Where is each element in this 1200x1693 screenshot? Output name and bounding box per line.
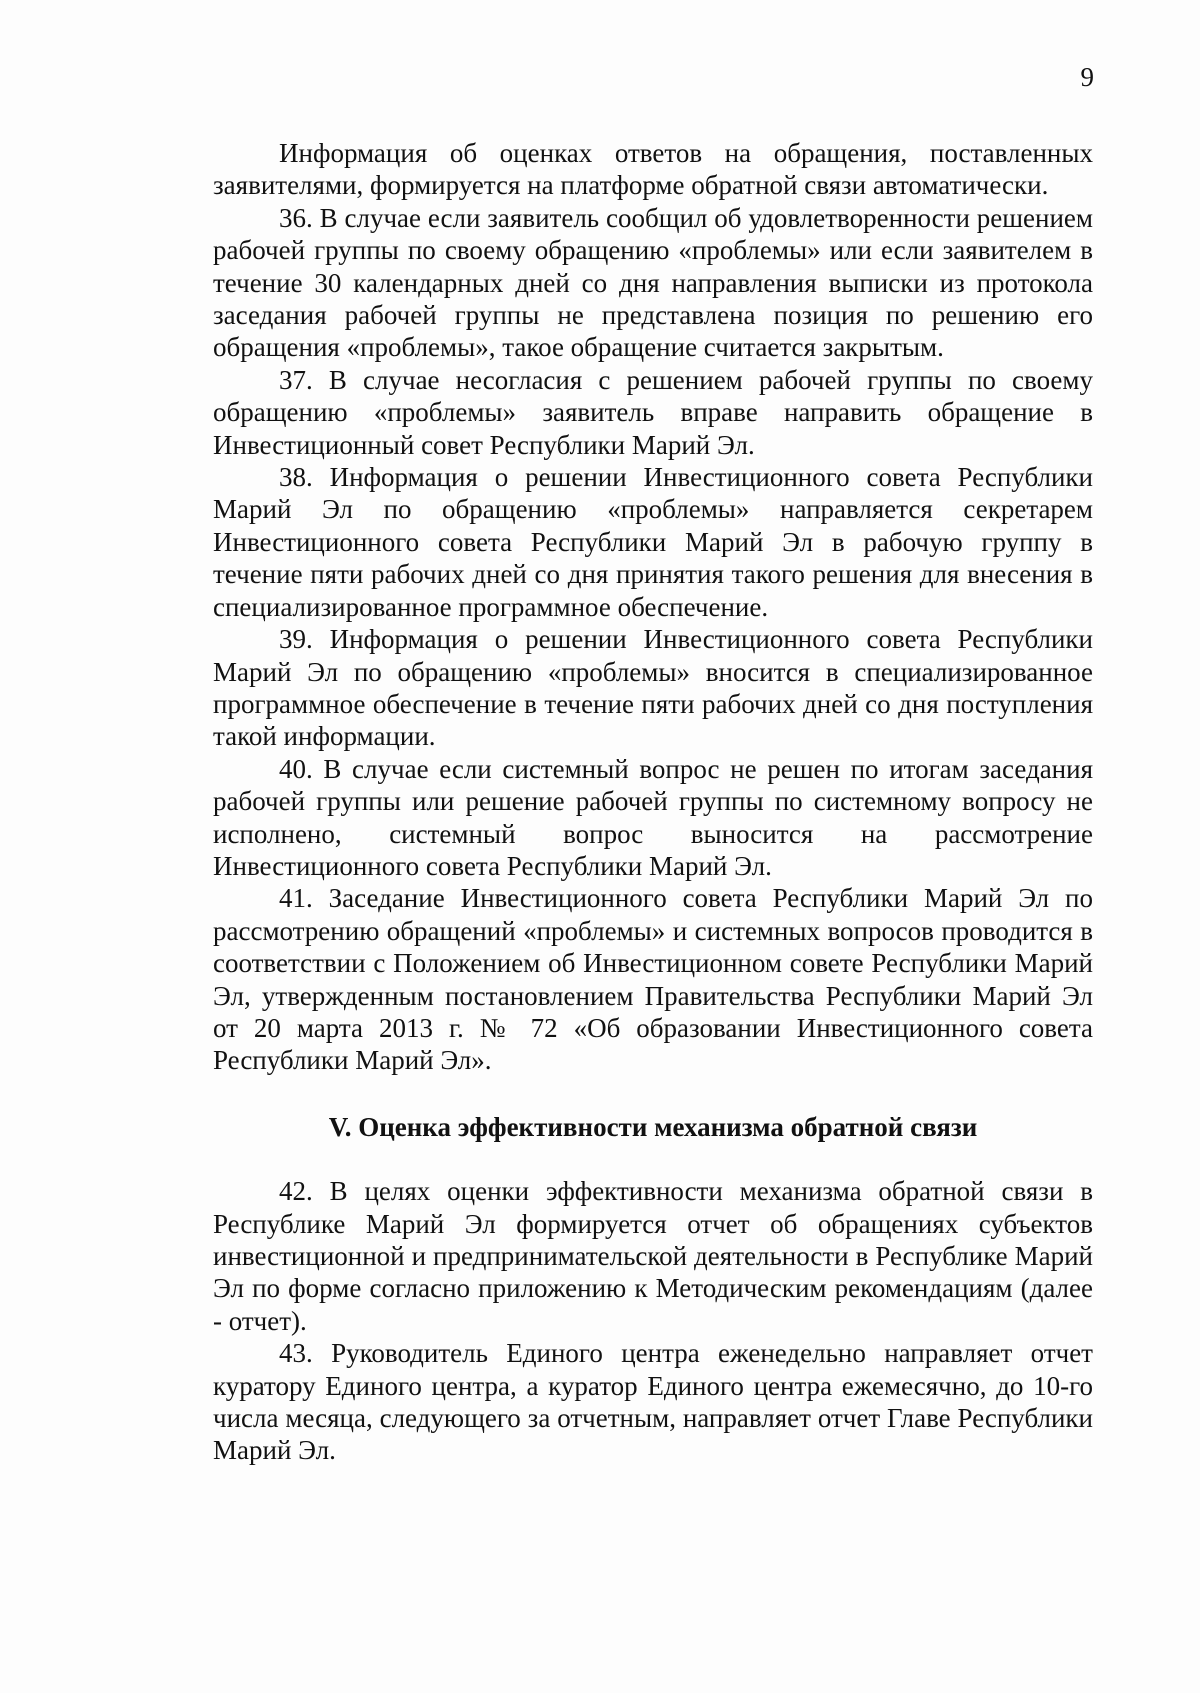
paragraph-40: 40. В случае если системный вопрос не решен по итогам заседания рабочей группы или решение рабочей группы по системному вопросу не исполнено, системный вопрос выносится на рассмотрение Инвестиционного совета Республики Марий Эл.: [213, 753, 1093, 881]
section-heading: V. Оценка эффективности механизма обратной связи: [328, 1111, 978, 1142]
page-number: 9: [1080, 62, 1094, 92]
paragraph-38: 38. Информация о решении Инвестиционного совета Республики Марий Эл по обращению «проблемы» направляется секретарем Инвестиционного совета Республики Марий Эл в рабочую группу в течение пяти рабочих дней со дня принятия такого решения для внесения в специализированное программное обеспечение.: [213, 462, 1093, 622]
paragraph-41: 41. Заседание Инвестиционного совета Республики Марий Эл по рассмотрению обращений «проблемы» и системных вопросов проводится в соответствии с Положением об Инвестиционном совете Республики Марий Эл, утвержденным постановлением Правительства Республики Марий Эл от 20 марта 2013 г. № 72 «Об образовании Инвестиционного совета Республики Марий Эл».: [213, 883, 1093, 1076]
paragraph-36: 36. В случае если заявитель сообщил об удовлетворенности решением рабочей группы по своему обращению «проблемы» или если заявителем в течение 30 календарных дней со дня направления выписки из протокола заседания рабочей группы не представлена позиция по решению его обращения «проблемы», такое обращение считается закрытым.: [213, 202, 1093, 363]
paragraph-42: 42. В целях оценки эффективности механизма обратной связи в Республике Марий Эл формируется отчет об обращениях субъектов инвестиционной и предпринимательской деятельности в Республике Марий Эл по форме согласно приложению к Методическим рекомендациям (далее - отчет).: [213, 1176, 1093, 1336]
paragraph-43: 43. Руководитель Единого центра еженедельно направляет отчет куратору Единого центра, а куратор Единого центра ежемесячно, до 10-го числа месяца, следующего за отчетным, направляет отчет Главе Республики Марий Эл.: [213, 1338, 1093, 1466]
paragraph-37: 37. В случае несогласия с решением рабочей группы по своему обращению «проблемы» заявитель вправе направить обращение в Инвестиционный совет Республики Марий Эл.: [213, 364, 1093, 460]
document-body: [213, 137, 1093, 1467]
paragraph-39: 39. Информация о решении Инвестиционного совета Республики Марий Эл по обращению «проблемы» вносится в специализированное программное обеспечение в течение пяти рабочих дней со дня поступления такой информации.: [213, 624, 1093, 752]
paragraph-intro: Информация об оценках ответов на обращения, поставленных заявителями, формируется на платформе обратной связи автоматически.: [213, 138, 1093, 201]
